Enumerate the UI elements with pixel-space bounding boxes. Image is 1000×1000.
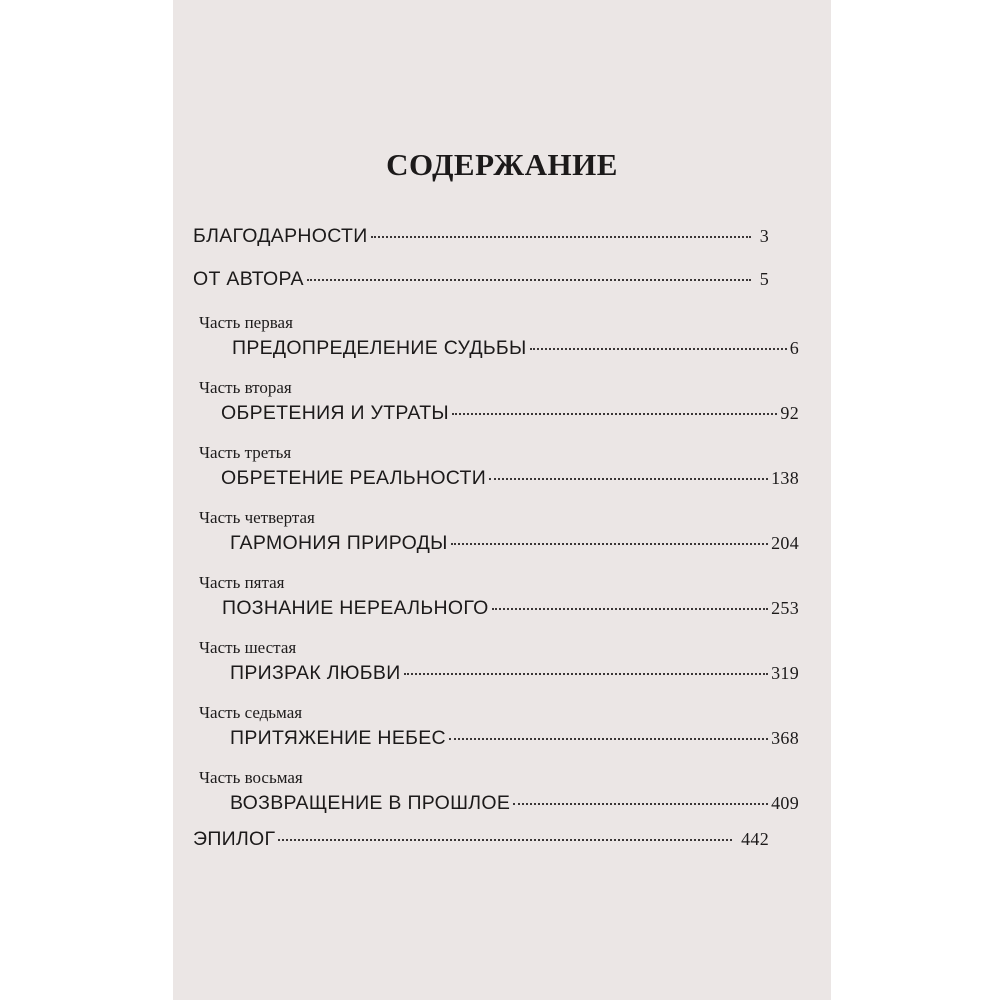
- toc-entry-line: [230, 792, 799, 815]
- toc-entry-page: 3: [759, 226, 769, 246]
- toc-entry-epilogue: [193, 828, 769, 851]
- toc-entry-title: ВОЗВРАЩЕНИЕ В ПРОШЛОЕ: [230, 792, 511, 814]
- toc-part-label: Часть шестая: [199, 638, 297, 657]
- dot-leader: [449, 738, 768, 740]
- dot-leader: [278, 839, 732, 841]
- toc-entry-title: ЭПИЛОГ: [193, 828, 276, 850]
- dot-leader: [307, 279, 751, 281]
- toc-part-label: Часть вторая: [199, 378, 292, 397]
- toc-entry-acknowledgements: [193, 225, 769, 248]
- toc-entry-title: ОБРЕТЕНИЯ И УТРАТЫ: [221, 402, 449, 424]
- toc-part-label: Часть седьмая: [199, 703, 303, 722]
- toc-entry-line: [232, 337, 799, 360]
- toc-entry-title: ПРЕДОПРЕДЕЛЕНИЕ СУДЬБЫ: [232, 337, 527, 359]
- toc-entry-title: ПРИЗРАК ЛЮБВИ: [230, 662, 401, 684]
- toc-part-label: Часть третья: [199, 443, 292, 462]
- toc-entry-part-2: [173, 378, 831, 434]
- toc-entry-line: [221, 402, 799, 425]
- dot-leader: [492, 608, 769, 610]
- toc-entry-part-4: [173, 508, 831, 564]
- toc-entry-line: [230, 662, 799, 685]
- toc-part-label: Часть пятая: [199, 573, 285, 592]
- toc-entry-from-author: [193, 268, 769, 291]
- toc-entry-part-1: [173, 313, 831, 369]
- toc-entry-part-5: [173, 573, 831, 629]
- toc-entry-page: 442: [741, 829, 769, 849]
- toc-entry-line: [221, 467, 799, 490]
- toc-entry-title: ГАРМОНИЯ ПРИРОДЫ: [230, 532, 448, 554]
- toc-entry-line: [222, 597, 799, 620]
- dot-leader: [371, 236, 751, 238]
- toc-entry-line: [230, 727, 799, 750]
- toc-entry-part-3: [173, 443, 831, 499]
- toc-entry-part-7: [173, 703, 831, 759]
- toc-entry-part-6: [173, 638, 831, 694]
- toc-entry-page: 368: [771, 728, 799, 748]
- toc-entry-page: 409: [771, 793, 799, 813]
- toc-entry-title: БЛАГОДАРНОСТИ: [193, 225, 368, 247]
- toc-entry-line: [230, 532, 799, 555]
- toc-entry-page: 204: [771, 533, 799, 553]
- dot-leader: [451, 543, 768, 545]
- toc-entry-page: 319: [771, 663, 799, 683]
- toc-entry-page: 138: [771, 468, 799, 488]
- toc-entry-title: ПОЗНАНИЕ НЕРЕАЛЬНОГО: [222, 597, 489, 619]
- toc-entry-part-8: [173, 768, 831, 824]
- page-title: СОДЕРЖАНИЕ: [386, 147, 618, 182]
- dot-leader: [489, 478, 768, 480]
- toc-entry-page: 92: [780, 403, 799, 423]
- toc-entry-title: ОБРЕТЕНИЕ РЕАЛЬНОСТИ: [221, 467, 487, 489]
- dot-leader: [452, 413, 777, 415]
- toc-entry-page: 5: [759, 269, 769, 289]
- toc-part-label: Часть четвертая: [199, 508, 315, 527]
- dot-leader: [513, 803, 768, 805]
- toc-part-label: Часть восьмая: [199, 768, 303, 787]
- toc-part-label: Часть первая: [199, 313, 293, 332]
- toc-entry-title: ПРИТЯЖЕНИЕ НЕБЕС: [230, 727, 446, 749]
- toc-entry-page: 6: [789, 338, 799, 358]
- toc-entry-title: ОТ АВТОРА: [193, 268, 304, 290]
- book-page: [173, 0, 831, 1000]
- dot-leader: [530, 348, 787, 350]
- dot-leader: [404, 673, 769, 675]
- toc-entry-page: 253: [771, 598, 799, 618]
